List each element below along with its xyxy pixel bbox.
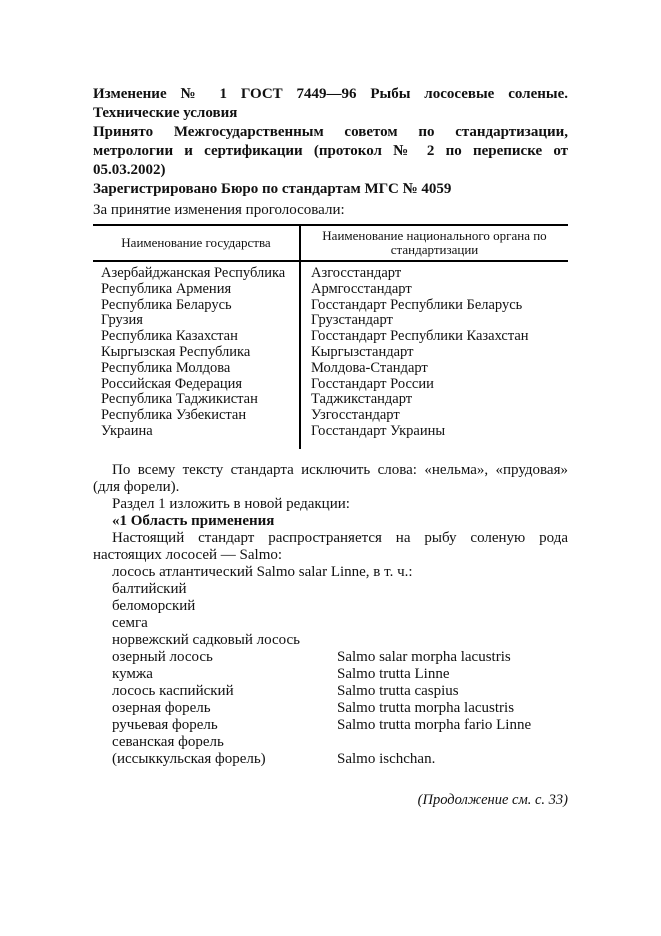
species-name: (иссыккульская форель) [112,750,266,767]
state-cell: Грузия [93,313,300,329]
table-row [93,313,568,329]
paragraph-scope: Настоящий стандарт распространяется на рыбу соленую рода настоящих лососей — Salmo: [93,529,568,563]
column-header-organ: Наименование национального органа по стандартизации [300,225,568,261]
column-header-state: Наименование государства [93,225,300,261]
species-row [112,615,568,632]
table-row [93,345,568,361]
species-latin-name [337,615,568,632]
state-cell: Республика Таджикистан [93,392,300,408]
species-row [112,683,568,700]
state-cell: Республика Беларусь [93,298,300,314]
organ-cell: Грузстандарт [311,312,393,329]
species-name: кумжа [112,665,153,682]
organ-cell: Молдова-Стандарт [311,359,428,376]
organ-cell: Кыргызстандарт [311,343,414,360]
amendment-title: Изменение № 1 ГОСТ 7449—96 Рыбы лососевые соленые. Технические условия [93,86,568,121]
species-name: ручьевая форель [112,716,218,733]
document-content [93,85,568,809]
accepted-statement: Принято Межгосударственным советом по стандартизации, метрологии и сертификации (протокол № 2 по переписке от 05.03.2002) [93,124,568,178]
species-row [112,751,568,768]
species-row [112,700,568,717]
vote-table-body [93,261,568,449]
species-name: лосось каспийский [112,682,234,699]
species-name: озерный лосось [112,648,213,665]
species-latin-name: Salmo trutta morpha lacustris [337,699,515,716]
species-row [112,717,568,734]
paragraph-atlantic-salmon: лосось атлантический Salmo salar Linne, в т. ч.: [112,563,413,580]
table-row [93,298,568,314]
organ-cell: Таджикстандарт [311,391,413,408]
species-name: беломорский [112,597,196,614]
species-row [112,666,568,683]
vote-table [93,224,568,449]
species-latin-name [337,581,568,598]
organ-cell: Госстандарт Украины [311,422,446,439]
organ-cell: Узгосстандарт [311,407,400,424]
state-cell: Российская Федерация [93,377,300,393]
state-cell: Республика Молдова [93,361,300,377]
species-name: севанская форель [112,733,224,750]
species-row [112,598,568,615]
registered-statement: Зарегистрировано Бюро по стандартам МГС № 4059 [93,181,452,197]
table-row [93,392,568,408]
organ-cell: Госстандарт России [311,375,434,392]
species-row [112,632,568,649]
species-list [93,581,568,768]
species-latin-name: Salmo trutta caspius [337,682,459,699]
species-name: балтийский [112,580,187,597]
species-row [112,649,568,666]
state-cell: Республика Казахстан [93,329,300,345]
vote-table-header-row [93,225,568,261]
state-cell: Украина [93,424,300,449]
species-latin-name: Salmo trutta morpha fario Linne [337,716,532,733]
continuation-note: (Продолжение см. с. 33) [417,791,568,808]
species-latin-name: Salmo ischchan. [337,750,436,767]
paragraph-exclude-words: По всему тексту стандарта исключить слова: «нельма», «прудовая» (для форели). [93,461,568,495]
organ-cell: Азгосстандарт [311,265,402,281]
section-heading-scope: «1 Область применения [112,512,275,529]
species-name: озерная форель [112,699,211,716]
species-name: норвежский садковый лосось [112,631,301,648]
state-cell: Азербайджанская Республика [93,261,300,282]
state-cell: Республика Армения [93,282,300,298]
table-row [93,424,568,449]
vote-table-head [93,225,568,261]
species-latin-name [337,734,568,751]
organ-cell: Госстандарт Республики Казахстан [311,328,529,345]
species-latin-name: Salmo trutta Linne [337,665,450,682]
species-latin-name [337,598,568,615]
voted-intro: За принятие изменения проголосовали: [93,202,345,218]
species-latin-name [337,632,568,649]
state-cell: Кыргызская Республика [93,345,300,361]
table-row [93,361,568,377]
species-name: семга [112,614,148,631]
table-row [93,329,568,345]
table-row [93,282,568,298]
table-row [93,408,568,424]
table-row [93,377,568,393]
species-row [112,581,568,598]
table-row [93,261,568,282]
species-latin-name: Salmo salar morpha lacustris [337,648,511,665]
paragraph-section1-edit: Раздел 1 изложить в новой редакции: [112,495,350,512]
species-row [112,734,568,751]
state-cell: Республика Узбекистан [93,408,300,424]
organ-cell: Армгосстандарт [311,280,412,297]
amendment-body [93,462,568,768]
organ-cell: Госстандарт Республики Беларусь [311,296,523,313]
